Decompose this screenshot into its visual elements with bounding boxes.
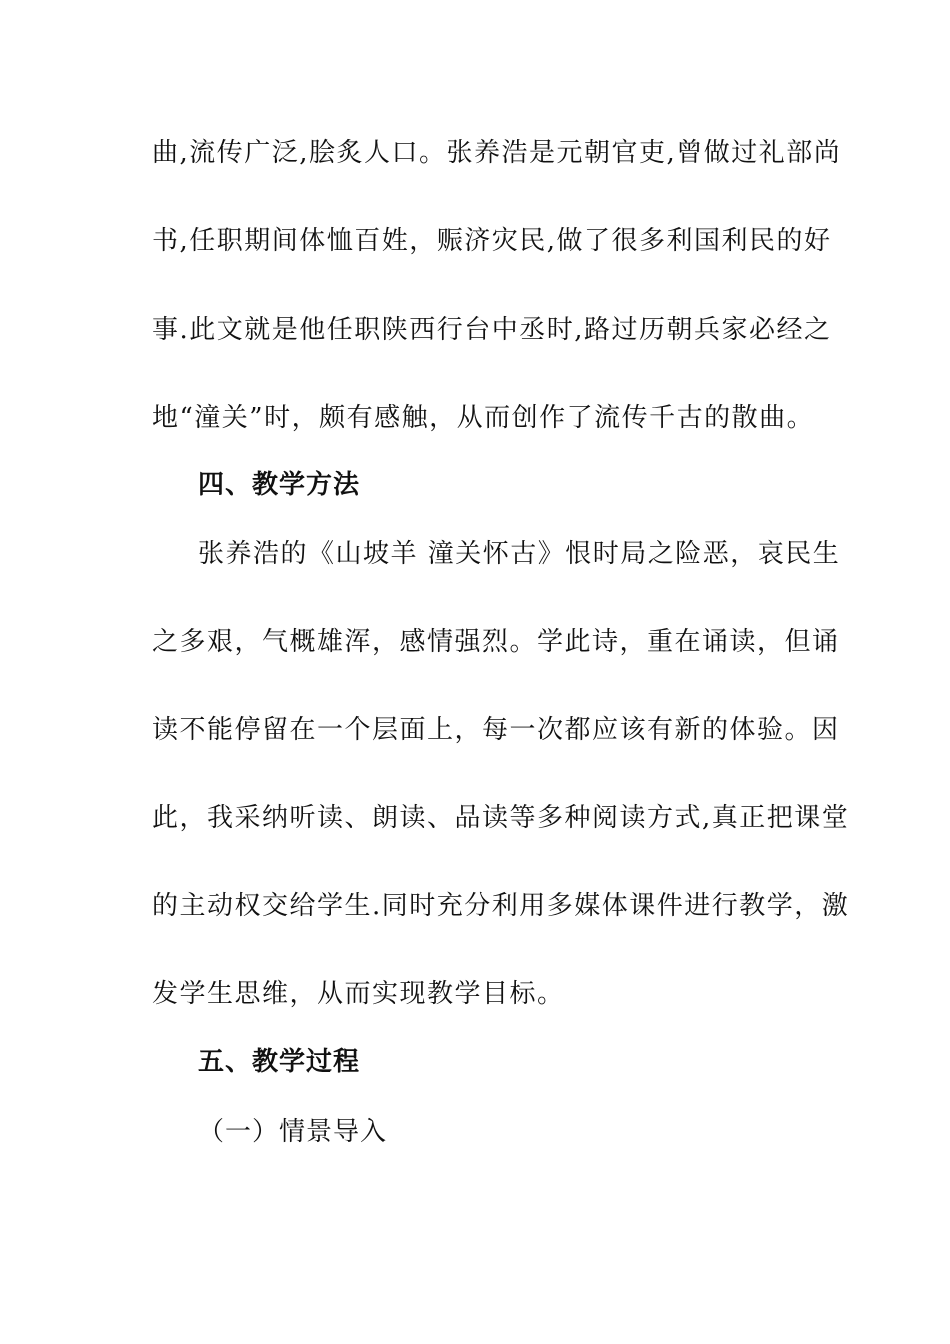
subsection-heading-scene-intro: （一）情景导入 xyxy=(198,1117,388,1147)
paragraph-line: 书,任职期间体恤百姓，赈济灾民,做了很多利国利民的好 xyxy=(152,226,832,256)
paragraph-line: 曲,流传广泛,脍炙人口。张养浩是元朝官吏,曾做过礼部尚 xyxy=(152,138,842,168)
paragraph-line: 之多艰，气概雄浑，感情强烈。学此诗，重在诵读，但诵 xyxy=(152,627,840,657)
paragraph-line: 事.此文就是他任职陕西行台中丞时,路过历朝兵家必经之 xyxy=(152,315,832,345)
paragraph-line: 读不能停留在一个层面上，每一次都应该有新的体验。因 xyxy=(152,715,840,745)
paragraph-line: 的主动权交给学生.同时充分利用多媒体课件进行教学，激 xyxy=(152,891,850,921)
section-heading-teaching-method: 四、教学方法 xyxy=(198,470,361,500)
paragraph-line: 此，我采纳听读、朗读、品读等多种阅读方式,真正把课堂 xyxy=(152,803,850,833)
paragraph-line: 发学生思维，从而实现教学目标。 xyxy=(152,979,565,1009)
paragraph-line: 地“潼关”时，颇有感触，从而创作了流传千古的散曲。 xyxy=(152,403,815,433)
section-heading-teaching-process: 五、教学过程 xyxy=(198,1047,361,1077)
paragraph-line: 张养浩的《山坡羊 潼关怀古》恨时局之险恶，哀民生 xyxy=(198,539,841,569)
